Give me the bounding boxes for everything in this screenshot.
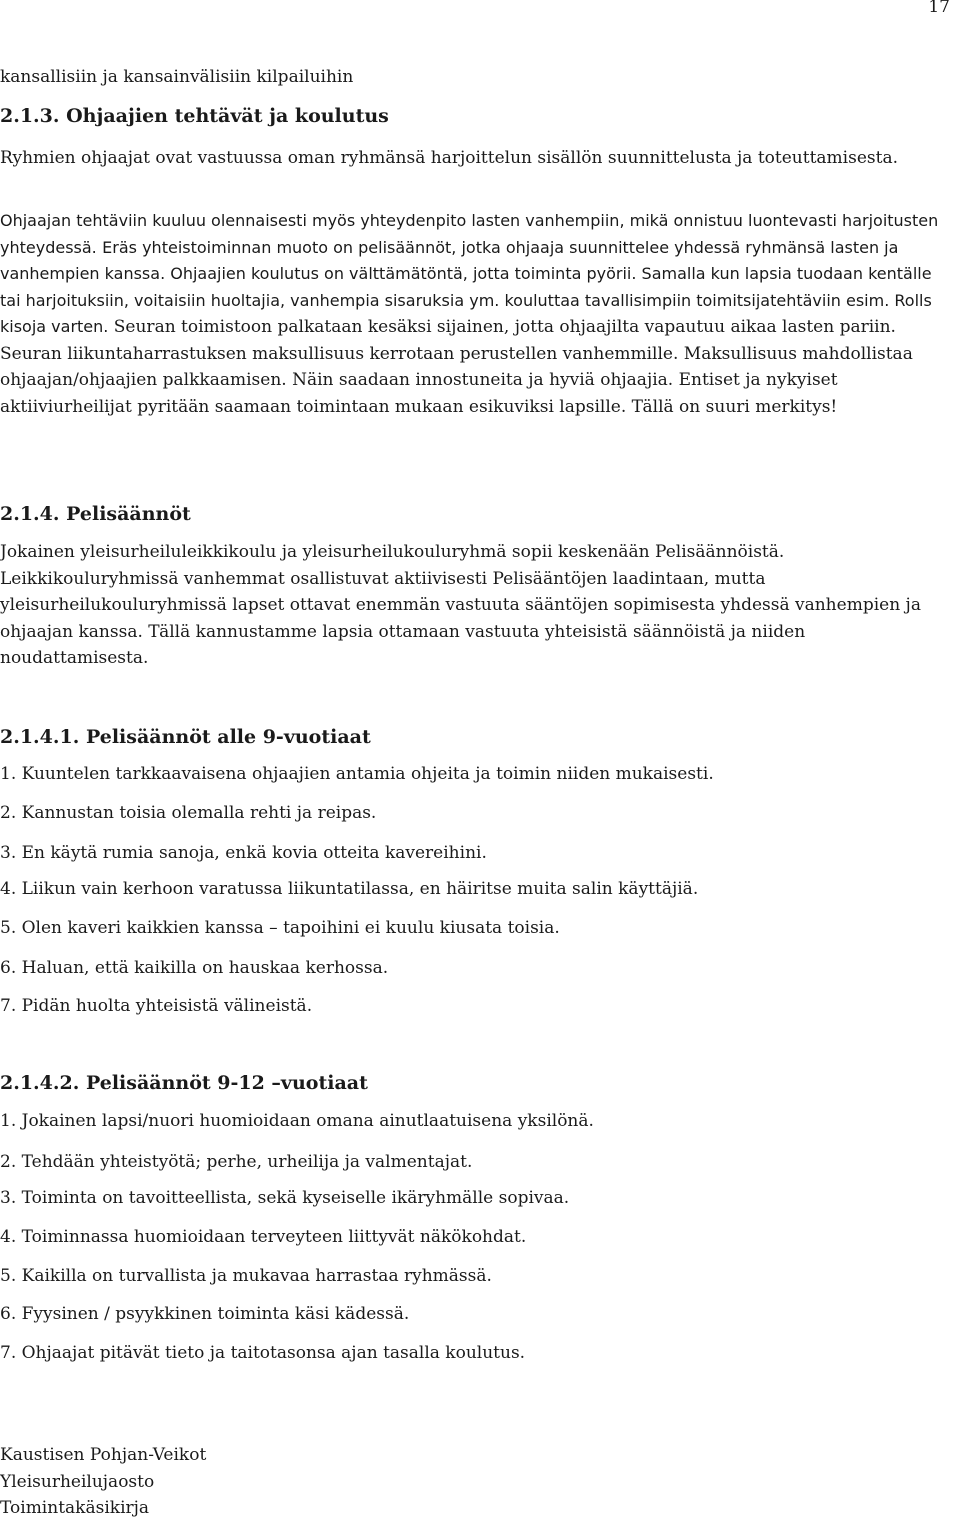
rule-under9-5: 5. Olen kaveri kaikkien kanssa – tapoihini ei kuulu kiusata toisia. — [0, 918, 560, 938]
paragraph-instructor-duties — [0, 208, 948, 420]
footer-section-name: Yleisurheilujaosto — [0, 1471, 155, 1492]
rule-9-12-7: 7. Ohjaajat pitävät tieto ja taitotasonsa ajan tasalla koulutus. — [0, 1343, 526, 1363]
footer-document-name: Toimintakäsikirja — [0, 1498, 150, 1518]
paragraph-responsibility: Ryhmien ohjaajat ovat vastuussa oman ryhmänsä harjoittelun sisällön suunnittelusta ja toteuttamisesta. — [0, 148, 898, 168]
page-number: 17 — [928, 0, 950, 17]
paragraph-serif-part-2: Seuran toimistoon palkataan kesäksi sijainen, jotta ohjaajilta vapautuu aikaa lasten pariin. Seuran liikuntaharrastuksen maksullisuus kerrotaan perustellen vanhemmille. Maksullisuus mahdollistaa ohjaajan/ohjaajien palkkaamisen. Näin saadaan innostuneita ja hyviä ohjaajia. Entiset ja nykyiset aktiiviurheilijat pyritään saamaan toimintaan mukaan esikuviksi lapsille. Tällä on suuri merkitys! — [0, 317, 913, 417]
paragraph-game-rules: Jokainen yleisurheiluleikkikoulu ja yleisurheilukouluryhmä sopii keskenään Pelisäännöistä. Leikkikouluryhmissä vanhemmat osallistuvat aktiivisesti Pelisääntöjen laadintaan, mutta yleisurheilukouluryhmissä lapset ottavat enemmän vastuuta sääntöjen sopimisesta yhdessä vanhempien ja ohjaajan kanssa. Tällä kannustamme lapsia ottamaan vastuuta yhteisistä säännöistä ja niiden noudattamisesta. — [0, 542, 921, 668]
rule-under9-7: 7. Pidän huolta yhteisistä välineistä. — [0, 996, 313, 1016]
rule-under9-3: 3. En käytä rumia sanoja, enkä kovia otteita kavereihini. — [0, 843, 487, 863]
footer-club-name: Kaustisen Pohjan-Veikot — [0, 1445, 207, 1465]
paragraph-serif-part-1: Eräs yhteistoiminnan muoto on pelisäännöt, jotka ohjaaja suunnittelee yhdessä ryhmänsä lasten ja vanhempien kanssa. Ohjaajien koulutus on välttämätöntä, jotta toiminta pyörii. Samalla kun lapsia tuodaan kentälle tai harjoituksiin, voitaisiin huoltajia, vanhempia sisaruksia ym. kouluttaa tavallisimpiin toimitsijatehtäviin esim. Rolls kisoja varten. — [0, 237, 932, 336]
rule-9-12-1: 1. Jokainen lapsi/nuori huomioidaan omana ainutlaatuisena yksilönä. — [0, 1111, 594, 1131]
heading-2-1-3: 2.1.3. Ohjaajien tehtävät ja koulutus — [0, 105, 389, 127]
rule-under9-4: 4. Liikun vain kerhoon varatussa liikuntatilassa, en häiritse muita salin käyttäjiä. — [0, 879, 699, 899]
heading-2-1-4-1: 2.1.4.1. Pelisäännöt alle 9-vuotiaat — [0, 726, 371, 748]
heading-2-1-4: 2.1.4. Pelisäännöt — [0, 503, 191, 525]
rule-9-12-3: 3. Toiminta on tavoitteellista, sekä kyseiselle ikäryhmälle sopivaa. — [0, 1188, 570, 1208]
rule-under9-2: 2. Kannustan toisia olemalla rehti ja reipas. — [0, 803, 377, 823]
rule-9-12-6: 6. Fyysinen / psyykkinen toiminta käsi kädessä. — [0, 1304, 410, 1324]
rule-under9-6: 6. Haluan, että kaikilla on hauskaa kerhossa. — [0, 958, 389, 978]
rule-9-12-5: 5. Kaikilla on turvallista ja mukavaa harrastaa ryhmässä. — [0, 1266, 492, 1286]
footer — [0, 1442, 206, 1522]
paragraph-sans-part: Ohjaajan tehtäviin kuuluu olennaisesti myös yhteydenpito lasten vanhempiin, mikä onnistuu luontevasti harjoitusten yhteydessä. — [0, 211, 939, 257]
rule-under9-1: 1. Kuuntelen tarkkaavaisena ohjaajien antamia ohjeita ja toimin niiden mukaisesti. — [0, 764, 714, 784]
intro-line: kansallisiin ja kansainvälisiin kilpailuihin — [0, 67, 354, 87]
heading-2-1-4-2: 2.1.4.2. Pelisäännöt 9-12 –vuotiaat — [0, 1072, 368, 1094]
rule-9-12-2: 2. Tehdään yhteistyötä; perhe, urheilija ja valmentajat. — [0, 1152, 473, 1172]
rule-9-12-4: 4. Toiminnassa huomioidaan terveyteen liittyvät näkökohdat. — [0, 1227, 527, 1247]
